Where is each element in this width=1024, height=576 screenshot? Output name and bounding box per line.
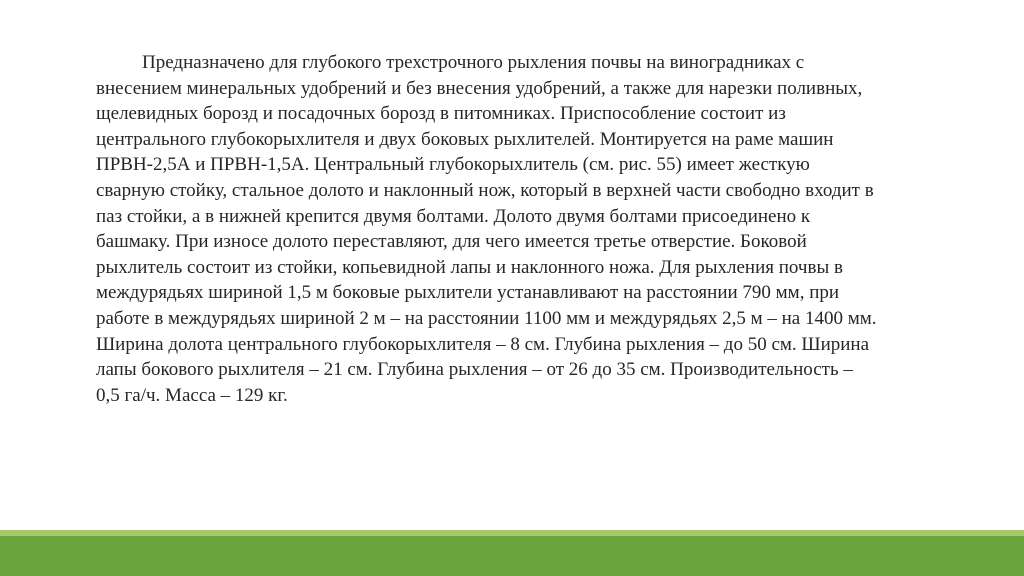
body-paragraph: Предназначено для глубокого трехстрочного рыхления почвы на виноградниках с внесением минеральных удобрений и без внесения удобрений, а также для нарезки поливных, щелевидных борозд и посадочных борозд в питомниках. Приспособление состоит из центрального глубокорыхлителя и двух боковых рыхлителей. Монтируется на раме машин ПРВН-2,5А и ПРВН-1,5А. Центральный глубокорыхлитель (см. рис. 55) имеет жесткую сварную стойку, стальное долото и наклонный нож, который в верхней части свободно входит в паз стойки, а в нижней крепится двумя болтами. Долото двумя болтами присоединено к башмаку. При износе долото переставляют, для чего имеется третье отверстие. Боковой рыхлитель состоит из стойки, копьевидной лапы и наклонного ножа. Для рыхления почвы в междурядьях шириной 1,5 м боковые рыхлители устанавливают на расстоянии 790 мм, при работе в междурядьях шириной 2 м – на расстоянии 1100 мм и междурядьях 2,5 м – на 1400 мм. Ширина долота центрального глубокорыхлителя – 8 см. Глубина рыхления – до 50 см. Ширина лапы бокового рыхлителя – 21 см. Глубина рыхления – от 26 до 35 см. Производительность – 0,5 га/ч. Масса – 129 кг. <box>96 52 877 406</box>
footer-band-dark <box>0 536 1024 576</box>
